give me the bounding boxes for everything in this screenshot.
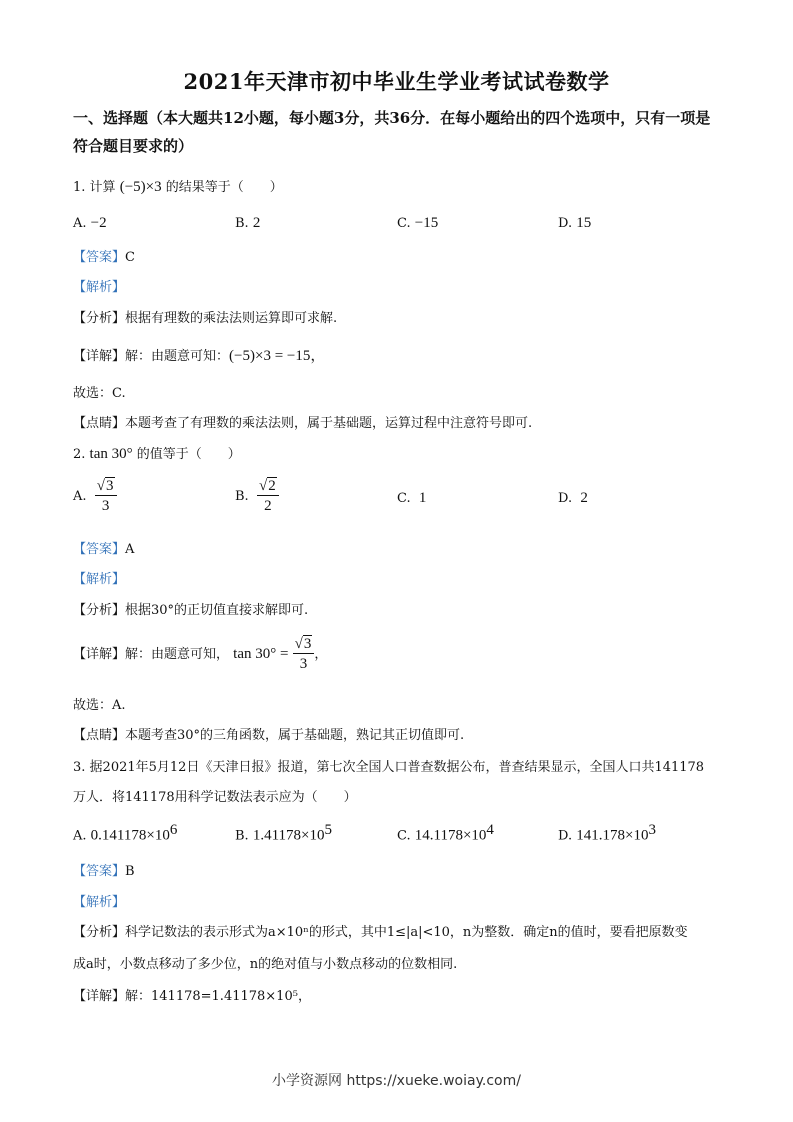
q3-fenxi-line-2: 成a时，小数点移动了多少位，n的绝对值与小数点移动的位数相同. bbox=[73, 957, 458, 972]
q3-option-c: C. $14.1178\times 10^4$ bbox=[397, 822, 494, 844]
q2-fenxi: 【分析】根据30°的正切值直接求解即可. bbox=[73, 603, 309, 618]
q1-analysis-tag: 【解析】 bbox=[73, 280, 126, 295]
q1-option-c: C. −15 bbox=[397, 215, 439, 231]
q3-option-a: A. $0.141178\times 10^6$ bbox=[73, 822, 178, 844]
q2-option-a: A. $\frac{√3}{3}$ bbox=[73, 478, 117, 515]
q2-option-b-fraction: $\frac{√2}{2}$ bbox=[257, 478, 279, 515]
q2-select: 故选：A. bbox=[73, 698, 126, 713]
q2-option-d: D. 2 bbox=[558, 490, 588, 506]
q3-option-d: D. $141.178\times 10^3$ bbox=[558, 822, 656, 844]
q2-xiangjie: 【详解】解：由题意可知， tan 30° = $\frac{√3}{3}$ ， bbox=[73, 636, 328, 672]
question-3-line-2: 万人．将141178用科学记数法表示应为（ ） bbox=[73, 790, 357, 805]
q2-option-a-fraction: $\frac{√3}{3}$ bbox=[95, 478, 117, 515]
q2-xiangjie-fraction: $\frac{√3}{3}$ bbox=[293, 636, 315, 673]
q2-option-c: C. 1 bbox=[397, 490, 427, 506]
question-1-expression: (−5)×3 bbox=[119, 179, 162, 195]
q2-answer: 【答案】A bbox=[73, 542, 135, 557]
q3-xiangjie: 【详解】解：141178=1.41178×10⁵， bbox=[73, 989, 311, 1004]
q1-dianjing: 【点睛】本题考查了有理数的乘法法则，属于基础题，运算过程中注意符号即可. bbox=[73, 416, 533, 431]
question-2-expression: tan 30° bbox=[89, 446, 133, 462]
q1-option-b: B. 2 bbox=[235, 215, 261, 231]
section-heading: 一、选择题（本大题共12小题，每小题3分，共36分．在每小题给出的四个选项中，只有一项是符合题目要求的） bbox=[73, 109, 711, 155]
q3-option-b: B. $1.41178\times 10^5$ bbox=[235, 822, 332, 844]
page-title: 2021年天津市初中毕业生学业考试试卷数学 bbox=[183, 69, 610, 94]
q1-fenxi: 【分析】根据有理数的乘法法则运算即可求解. bbox=[73, 311, 338, 326]
question-3-line-1: 3. 据2021年5月12日《天津日报》报道，第七次全国人口普查数据公布，普查结果显示，全国人口共141178 bbox=[73, 760, 705, 775]
q1-option-d: D. 15 bbox=[558, 215, 592, 231]
question-1: 1. 计算 (−5)×3 的结果等于（ ） bbox=[73, 179, 283, 195]
q1-option-a: A. −2 bbox=[73, 215, 107, 231]
q1-xiangjie: 【详解】解：由题意可知：(−5)×3 = −15， bbox=[73, 348, 326, 364]
q2-option-b: B. $\frac{√2}{2}$ bbox=[235, 478, 279, 515]
footer-watermark: 小学资源网 https://xueke.woiay.com/ bbox=[272, 1073, 521, 1089]
question-2: 2. tan 30° 的值等于（ ） bbox=[73, 446, 241, 462]
q2-analysis-tag: 【解析】 bbox=[73, 572, 126, 587]
q2-dianjing: 【点睛】本题考查30°的三角函数，属于基础题，熟记其正切值即可. bbox=[73, 728, 465, 743]
q3-fenxi-line-1: 【分析】科学记数法的表示形式为a×10ⁿ的形式，其中1≤|a|<10，n为整数．确定n的值时，要看把原数变 bbox=[73, 925, 688, 940]
q1-answer: 【答案】C bbox=[73, 250, 135, 265]
q3-analysis-tag: 【解析】 bbox=[73, 895, 126, 910]
q1-select: 故选：C. bbox=[73, 386, 126, 401]
q3-answer: 【答案】B bbox=[73, 864, 135, 879]
